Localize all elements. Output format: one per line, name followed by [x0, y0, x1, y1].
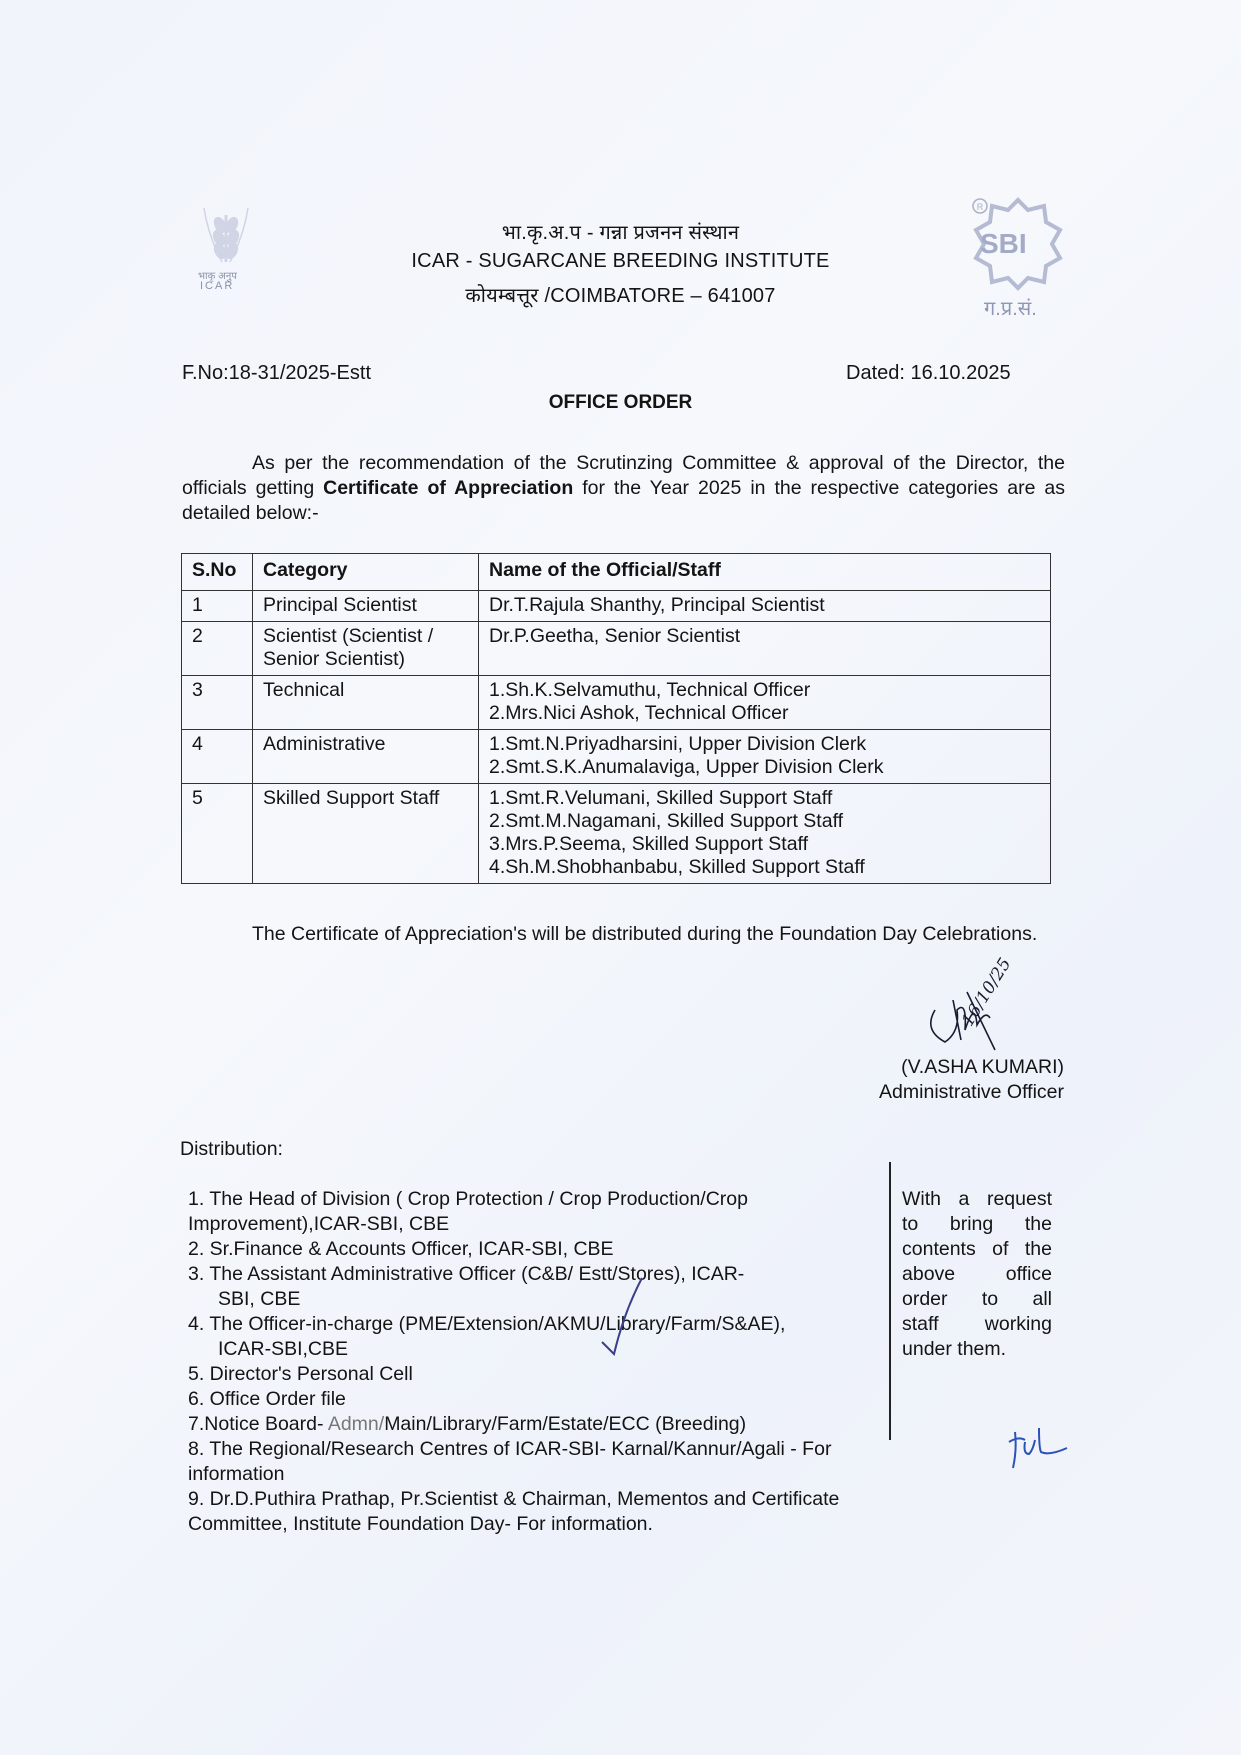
- distribution-item: 3. The Assistant Administrative Officer (C&B/ Estt/Stores), ICAR-: [188, 1263, 745, 1285]
- column-header-sno: S.No: [182, 554, 253, 591]
- intro-text-start: As per the recommendation of the Scrutinzing Committee & approval of the Director, the officials getting: [182, 452, 1065, 499]
- intro-text-end: for the Year 2025 in the respective categories are as detailed below:-: [182, 477, 1065, 524]
- official-name: 4.Sh.M.Shobhanbabu, Skilled Support Staff: [489, 856, 865, 878]
- sbi-logo: [958, 188, 1078, 328]
- distribution-item: 2. Sr.Finance & Accounts Officer, ICAR-SBI, CBE: [188, 1238, 614, 1260]
- distribution-item-9: [188, 1487, 958, 1537]
- cell-names: [479, 591, 1051, 622]
- table-row: [182, 591, 1051, 622]
- official-name: 1.Sh.K.Selvamuthu, Technical Officer: [489, 679, 811, 701]
- cell-sno: 2: [182, 622, 253, 676]
- distribution-item: 6. Office Order file: [188, 1388, 346, 1410]
- side-note-line: under them.: [902, 1338, 1007, 1360]
- item7-rest: Main/Library/Farm/Estate/ECC (Breeding): [384, 1413, 747, 1435]
- official-name: 1.Smt.R.Velumani, Skilled Support Staff: [489, 787, 833, 809]
- cell-sno: 4: [182, 730, 253, 784]
- svg-text:R: R: [976, 202, 984, 212]
- institute-address: कोयम्बत्तूर /COIMBATORE – 641007: [465, 285, 776, 307]
- closing-paragraph: [182, 922, 1065, 947]
- table-row: [182, 730, 1051, 784]
- appreciation-table: [181, 553, 1051, 884]
- item7-admn: Admn/: [327, 1413, 385, 1435]
- sbi-logo-hindi: ग.प्र.सं.: [984, 298, 1037, 320]
- signatory-block: [879, 1055, 1064, 1105]
- institute-name-hindi: भा.कृ.अ.प - गन्ना प्रजनन संस्थान: [501, 222, 740, 244]
- distribution-item: 5. Director's Personal Cell: [188, 1363, 413, 1385]
- official-name: Dr.T.Rajula Shanthy, Principal Scientist: [489, 594, 825, 616]
- side-note-line: order to all: [902, 1288, 1052, 1310]
- distribution-item-continuation: ICAR-SBI,CBE: [218, 1338, 349, 1360]
- official-name: 2.Smt.S.K.Anumalaviga, Upper Division Clerk: [489, 756, 884, 778]
- item8-line2: information: [188, 1463, 285, 1485]
- icar-logo-text: ICAR: [200, 280, 235, 292]
- distribution-item-continuation: SBI, CBE: [218, 1288, 301, 1310]
- file-number: F.No:18-31/2025-Estt: [182, 362, 371, 384]
- official-name: 2.Mrs.Nici Ashok, Technical Officer: [489, 702, 789, 724]
- cell-sno: 5: [182, 784, 253, 884]
- distribution-item-7: [188, 1412, 958, 1437]
- signature-handwritten-date: 16/10/25: [958, 954, 1016, 1030]
- item7-prefix: 7.Notice Board-: [188, 1413, 328, 1435]
- table-row: [182, 622, 1051, 676]
- cell-sno: 3: [182, 676, 253, 730]
- distribution-item: 4. The Officer-in-charge (PME/Extension/AKMU/Library/Farm/S&AE),: [188, 1313, 786, 1335]
- cell-category: Skilled Support Staff: [253, 784, 479, 884]
- side-note-line: With a request: [902, 1188, 1052, 1210]
- handwritten-checkmark-icon: [590, 1272, 650, 1362]
- cell-category: Technical: [253, 676, 479, 730]
- distribution-side-note: [902, 1187, 1052, 1362]
- side-note-line: above office: [902, 1263, 1052, 1285]
- official-name: 1.Smt.N.Priyadharsini, Upper Division Clerk: [489, 733, 867, 755]
- distribution-item-8: [188, 1437, 958, 1487]
- cell-sno: 1: [182, 591, 253, 622]
- official-name: Dr.P.Geetha, Senior Scientist: [489, 625, 741, 647]
- icar-logo-hindi: भाकृ अनुप: [198, 271, 237, 282]
- table-header-row: [182, 554, 1051, 591]
- intro-paragraph: [182, 451, 1065, 526]
- official-name: 3.Mrs.P.Seema, Skilled Support Staff: [489, 833, 809, 855]
- column-header-category: Category: [253, 554, 479, 591]
- order-date: Dated: 16.10.2025: [846, 362, 1011, 384]
- cell-names: [479, 622, 1051, 676]
- closing-text: The Certificate of Appreciation's will be distributed during the Foundation Day Celebrations.: [252, 923, 1038, 945]
- cell-category: Scientist (Scientist / Senior Scientist): [253, 622, 479, 676]
- sbi-logo-text: SBI: [980, 228, 1027, 259]
- signatory-designation: Administrative Officer: [879, 1081, 1064, 1103]
- item9-line2: Committee, Institute Foundation Day- For information.: [188, 1513, 653, 1535]
- distribution-list: [188, 1187, 888, 1412]
- signatory-name: (V.ASHA KUMARI): [901, 1056, 1064, 1078]
- cell-names: [479, 730, 1051, 784]
- distribution-divider: [889, 1162, 891, 1440]
- distribution-item: 1. The Head of Division ( Crop Protection / Crop Production/Crop: [188, 1188, 748, 1210]
- official-name: 2.Smt.M.Nagamani, Skilled Support Staff: [489, 810, 844, 832]
- intro-bold-text: Certificate of Appreciation: [323, 477, 574, 499]
- handwritten-initials: [1005, 1420, 1075, 1475]
- cell-category: Principal Scientist: [253, 591, 479, 622]
- item8-line1: 8. The Regional/Research Centres of ICAR-SBI- Karnal/Kannur/Agali - For: [188, 1438, 832, 1460]
- side-note-line: contents of the: [902, 1238, 1052, 1260]
- institute-name-english: ICAR - SUGARCANE BREEDING INSTITUTE: [411, 250, 830, 272]
- column-header-name: Name of the Official/Staff: [479, 554, 1051, 591]
- side-note-line: staff working: [902, 1313, 1052, 1335]
- distribution-item-continuation: Improvement),ICAR-SBI, CBE: [188, 1213, 450, 1235]
- cell-category: Administrative: [253, 730, 479, 784]
- table-row: [182, 784, 1051, 884]
- distribution-label: Distribution:: [180, 1138, 283, 1160]
- side-note-line: to bring the: [902, 1213, 1052, 1235]
- cell-names: [479, 784, 1051, 884]
- table-row: [182, 676, 1051, 730]
- document-title: OFFICE ORDER: [548, 392, 693, 413]
- item9-line1: 9. Dr.D.Puthira Prathap, Pr.Scientist & Chairman, Mementos and Certificate: [188, 1488, 840, 1510]
- cell-names: [479, 676, 1051, 730]
